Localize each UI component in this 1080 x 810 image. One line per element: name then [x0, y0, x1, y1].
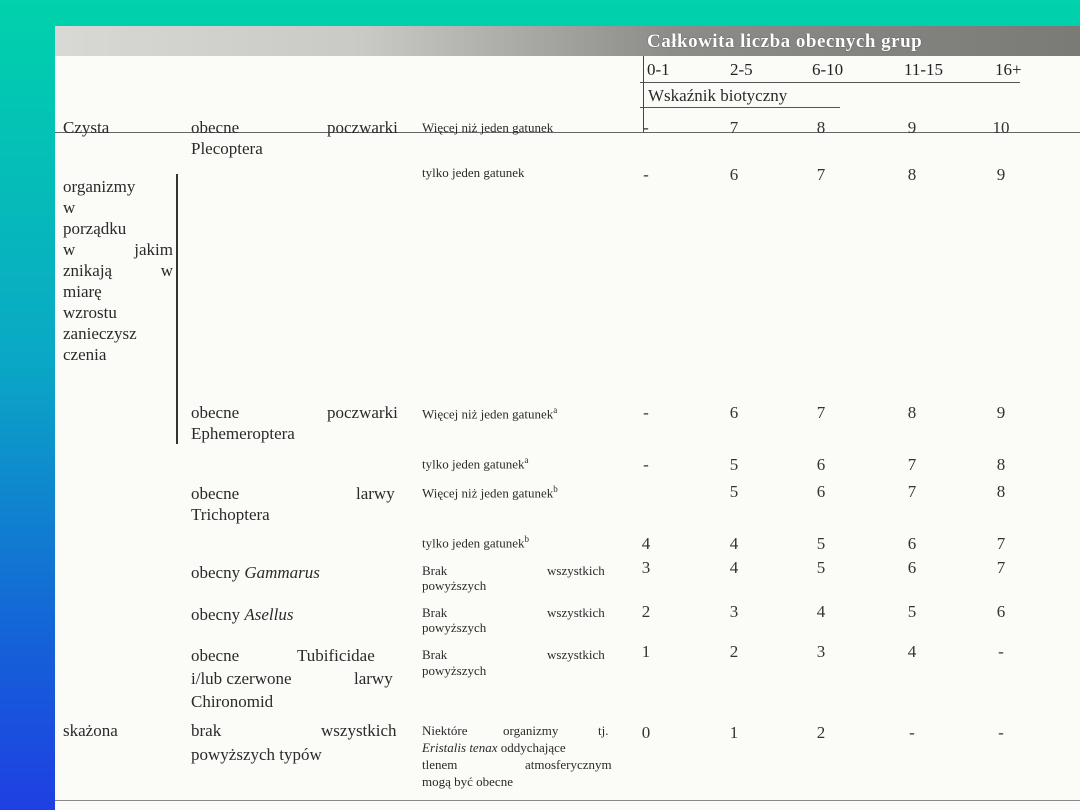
value-cell: 8 — [996, 482, 1006, 501]
cond-some-2 — [422, 740, 566, 756]
cond-gam-1b: wszystkich — [547, 563, 605, 578]
value-cell: 8 — [996, 455, 1006, 474]
cond-some-1b: organizmy — [503, 723, 559, 738]
value-cell: 7 — [816, 165, 826, 184]
value-cell: 7 — [996, 558, 1006, 577]
value-cell: 5 — [816, 534, 826, 553]
footnote-a: a — [553, 405, 558, 415]
value-cell: 1 — [729, 723, 739, 742]
table-title: Całkowita liczba obecnych grup — [647, 31, 923, 52]
cond-ase-2: powyższych — [422, 620, 487, 635]
value-cell: 3 — [641, 558, 651, 577]
tub-word-1a: obecne — [191, 646, 240, 665]
value-cell: 7 — [996, 534, 1006, 553]
value-cell: 6 — [816, 482, 826, 501]
col-header-11-15: 11-15 — [904, 60, 944, 79]
value-cell: 4 — [816, 602, 826, 621]
cond-tub-1b: wszystkich — [547, 647, 605, 662]
header-bar — [55, 26, 1080, 56]
none-word-2: powyższych typów — [191, 745, 322, 764]
org-line-7: wzrostu — [63, 303, 117, 322]
gammarus-label — [191, 563, 320, 583]
value-cell: 2 — [641, 602, 651, 621]
footnote-b: b — [524, 534, 530, 544]
cond-tri-one-text: tylko jeden gatunek — [422, 535, 525, 551]
gammarus-name: Gammarus — [244, 563, 320, 582]
col-header-0-1: 0-1 — [647, 60, 670, 79]
tri-word-3: Trichoptera — [191, 505, 270, 524]
eph-word-1: obecne — [191, 403, 240, 422]
value-cell: - — [998, 723, 1004, 742]
org-line-2: w — [63, 198, 76, 217]
cond-some-4: mogą być obecne — [422, 774, 513, 789]
cond-eph-more-text: Więcej niż jeden gatunek — [422, 406, 554, 422]
eph-word-3: Ephemeroptera — [191, 424, 295, 443]
value-cell: 3 — [729, 602, 739, 621]
value-cell: 2 — [816, 723, 826, 742]
cond-eph-more — [422, 405, 557, 422]
value-cell: 7 — [816, 403, 826, 422]
value-cell: 1 — [641, 642, 651, 661]
org-line-6: miarę — [63, 282, 102, 301]
asellus-prefix: obecny — [191, 605, 241, 624]
cond-ase-1a: Brak — [422, 605, 448, 620]
value-cell: 6 — [907, 534, 917, 553]
none-word-1a: brak — [191, 721, 222, 740]
value-cell: 7 — [907, 482, 917, 501]
cond-some-2-rest: oddychające — [500, 740, 566, 755]
value-cell: - — [643, 455, 649, 474]
plec-word-2: poczwarki — [327, 118, 398, 137]
org-line-5: znikają w — [63, 261, 173, 280]
cond-ase-1b: wszystkich — [547, 605, 605, 620]
label-clean: Czysta — [63, 118, 110, 137]
value-cell: - — [643, 165, 649, 184]
value-cell: - — [909, 723, 915, 742]
cond-tri-one — [422, 534, 529, 551]
footnote-a: a — [524, 455, 529, 465]
cond-tri-more-text: Więcej niż jeden gatunek — [422, 485, 554, 501]
value-cell: 2 — [729, 642, 739, 661]
value-cell: 4 — [729, 558, 739, 577]
col-header-2-5: 2-5 — [730, 60, 753, 79]
org-line-3: porządku — [63, 219, 127, 238]
tub-word-2a: i/lub czerwone — [191, 669, 292, 688]
tub-word-1b: Tubificidae — [297, 646, 375, 665]
value-cell: - — [643, 403, 649, 422]
value-cell: 6 — [816, 455, 826, 474]
cond-tri-more — [422, 484, 558, 501]
cond-tub-1a: Brak — [422, 647, 448, 662]
value-cell: 8 — [907, 403, 917, 422]
value-cell: 6 — [996, 602, 1006, 621]
value-cell: 4 — [729, 534, 739, 553]
header-divider — [640, 82, 1020, 83]
value-cell: 8 — [907, 165, 917, 184]
bottom-divider — [55, 800, 1080, 801]
tub-word-2b: larwy — [354, 669, 393, 688]
value-cell: 6 — [907, 558, 917, 577]
asellus-label — [191, 605, 293, 625]
cond-eph-one — [422, 455, 529, 472]
cond-plec-more: Więcej niż jeden gatunek — [422, 120, 554, 135]
value-cell: 6 — [729, 403, 739, 422]
col-header-6-10: 6-10 — [812, 60, 844, 79]
cond-eph-one-text: tylko jeden gatunek — [422, 456, 525, 472]
gammarus-prefix: obecny — [191, 563, 241, 582]
plec-word-3: Plecoptera — [191, 139, 263, 158]
value-cell: 5 — [729, 482, 739, 501]
value-cell: 8 — [816, 118, 826, 137]
value-cell: 7 — [907, 455, 917, 474]
asellus-name: Asellus — [244, 605, 294, 624]
value-cell: 5 — [816, 558, 826, 577]
value-cell: 4 — [907, 642, 917, 661]
value-cell: 9 — [907, 118, 917, 137]
eph-word-2: poczwarki — [327, 403, 398, 422]
subheader-divider — [640, 107, 840, 108]
cond-some-1a: Niektóre — [422, 723, 468, 738]
label-organisms-block — [63, 176, 173, 365]
value-cell: 6 — [729, 165, 739, 184]
col-header-16-plus: 16+ — [995, 60, 1022, 79]
org-line-9: czenia — [63, 345, 107, 364]
cond-some-3b: atmosferycznym — [525, 757, 612, 772]
cond-tub-2: powyższych — [422, 663, 487, 678]
tri-word-2: larwy — [356, 484, 395, 503]
value-cell: 3 — [816, 642, 826, 661]
none-word-1b: wszystkich — [321, 721, 397, 740]
value-cell: - — [998, 642, 1004, 661]
org-line-4: w jakim — [63, 240, 173, 259]
org-line-1: organizmy — [63, 177, 136, 196]
value-cell: 5 — [729, 455, 739, 474]
value-cell: 10 — [992, 118, 1010, 137]
value-cell: 5 — [907, 602, 917, 621]
biotic-index-label: Wskaźnik biotyczny — [648, 86, 788, 105]
value-cell: 9 — [996, 403, 1006, 422]
footnote-b: b — [553, 484, 558, 494]
eristalis-name: Eristalis tenax — [422, 740, 498, 755]
label-polluted: skażona — [63, 721, 118, 740]
bracket-line — [176, 174, 178, 444]
value-cell: - — [643, 118, 649, 137]
plec-word-1: obecne — [191, 118, 240, 137]
tri-word-1: obecne — [191, 484, 240, 503]
value-cell: 7 — [729, 118, 739, 137]
value-cell: 9 — [996, 165, 1006, 184]
tub-word-3: Chironomid — [191, 692, 274, 711]
cond-gam-1a: Brak — [422, 563, 448, 578]
document-sheet — [55, 26, 1080, 810]
value-cell: 0 — [641, 723, 651, 742]
cond-plec-one: tylko jeden gatunek — [422, 165, 525, 180]
value-cell: 4 — [641, 534, 651, 553]
cond-some-1c: tj. — [598, 723, 609, 738]
cond-gam-2: powyższych — [422, 578, 487, 593]
org-line-8: zanieczysz — [63, 324, 137, 343]
cond-some-3a: tlenem — [422, 757, 458, 772]
